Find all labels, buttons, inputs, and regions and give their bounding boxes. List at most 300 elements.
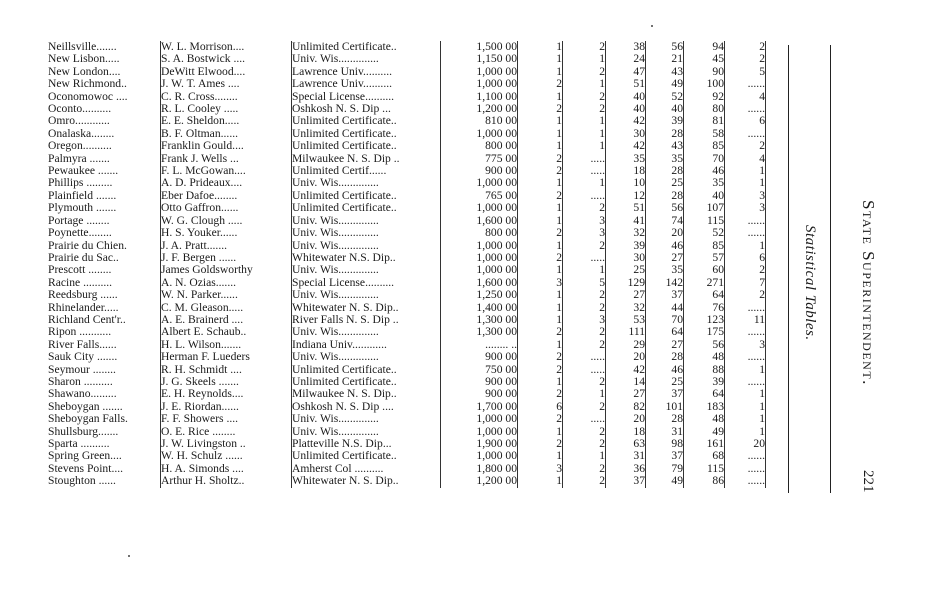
count-b-cell: 3 [563,314,606,326]
principal-name-cell: H. A. Simonds .... [161,463,292,475]
salary-cell: 1,700 00 [441,401,518,413]
count-b-cell: 2 [563,289,606,301]
count-e-cell: 76 [684,302,725,314]
count-b-cell: 1 [563,128,606,140]
count-a-cell: 1 [518,115,563,127]
count-f-cell: 1 [725,413,766,425]
table-row [48,53,766,65]
principal-name-cell: Herman F. Lueders [161,351,292,363]
count-a-cell: 2 [518,190,563,202]
certificate-cell: Unlimited Certificate.. [292,202,441,214]
principal-name-cell: Frank J. Wells ... [161,153,292,165]
count-a-cell: 1 [518,475,563,487]
count-a-cell: 1 [518,53,563,65]
count-a-cell: 1 [518,91,563,103]
count-f-cell: ...... [725,302,766,314]
certificate-cell: Univ. Wis.............. [292,264,441,276]
count-e-cell: 45 [684,53,725,65]
principal-name-cell: C. M. Gleason..... [161,302,292,314]
count-d-cell: 40 [646,103,684,115]
count-a-cell: 1 [518,140,563,152]
salary-cell: 775 00 [441,153,518,165]
count-c-cell: 40 [606,91,646,103]
count-c-cell: 37 [606,475,646,487]
salary-cell: 1,200 00 [441,103,518,115]
certificate-cell: Unlimited Certificate.. [292,364,441,376]
count-f-cell: ...... [725,326,766,338]
count-f-cell: 1 [725,401,766,413]
count-a-cell: 3 [518,277,563,289]
count-d-cell: 28 [646,165,684,177]
count-d-cell: 79 [646,463,684,475]
count-f-cell: 1 [725,388,766,400]
count-c-cell: 42 [606,364,646,376]
count-e-cell: 64 [684,388,725,400]
count-d-cell: 98 [646,438,684,450]
principal-name-cell: A. N. Ozias....... [161,277,292,289]
count-c-cell: 10 [606,177,646,189]
table-row [48,128,766,140]
salary-cell: 1,000 00 [441,78,518,90]
count-a-cell: 1 [518,450,563,462]
certificate-cell: Unlimited Certificate.. [292,128,441,140]
salary-cell: 1,000 00 [441,202,518,214]
principal-name-cell: Albert E. Schaub.. [161,326,292,338]
count-d-cell: 49 [646,78,684,90]
certificate-cell: Unlimited Certificate.. [292,376,441,388]
city-cell: Stevens Point.... [48,462,124,475]
count-e-cell: 183 [684,401,725,413]
count-b-cell: 2 [563,401,606,413]
salary-cell: 1,900 00 [441,438,518,450]
salary-cell: 765 00 [441,190,518,202]
principal-name-cell: W. H. Schulz ...... [161,450,292,462]
count-c-cell: 24 [606,53,646,65]
count-d-cell: 64 [646,326,684,338]
count-f-cell: 5 [725,66,766,78]
count-e-cell: 40 [684,190,725,202]
certificate-cell: Unlimited Certificate.. [292,450,441,462]
count-c-cell: 41 [606,215,646,227]
count-e-cell: 58 [684,128,725,140]
city-cell: Neillsville....... [48,41,117,53]
count-b-cell: 2 [563,475,606,487]
city-cell: Shullsburg....... [48,425,119,438]
city-cell: Pewaukee ....... [48,165,119,178]
count-e-cell: 48 [684,351,725,363]
certificate-cell: Unlimited Certificate.. [292,41,441,53]
certificate-cell: Indiana Univ............ [292,339,441,351]
count-a-cell: 1 [518,314,563,326]
principal-name-cell: B. F. Oltman...... [161,128,292,140]
count-e-cell: 271 [684,277,725,289]
table-row [48,438,766,450]
certificate-cell: Unlimited Certificate.. [292,140,441,152]
count-b-cell: 1 [563,115,606,127]
certificate-cell: Univ. Wis.............. [292,351,441,363]
principal-name-cell: F. L. McGowan.... [161,165,292,177]
principal-name-cell: O. E. Rice ........ [161,426,292,438]
count-f-cell: 1 [725,240,766,252]
salary-cell: 1,150 00 [441,53,518,65]
city-cell: Portage ........ [48,214,110,227]
count-d-cell: 39 [646,115,684,127]
principal-name-cell: A. E. Brainerd .... [161,314,292,326]
principal-name-cell: J. F. Bergen ...... [161,252,292,264]
city-cell: Sparta .......... [48,438,110,450]
count-a-cell: 2 [518,388,563,400]
table-row [48,314,766,326]
table-body [48,41,766,488]
count-e-cell: 68 [684,450,725,462]
count-b-cell: ..... [563,351,606,363]
count-a-cell: 2 [518,252,563,264]
city-cell: Oregon.......... [48,140,112,153]
count-c-cell: 27 [606,289,646,301]
principal-name-cell: Eber Dafoe........ [161,190,292,202]
count-d-cell: 46 [646,240,684,252]
salary-cell: 1,500 00 [441,41,518,53]
count-e-cell: 90 [684,66,725,78]
table-row [48,463,766,475]
certificate-cell: Unlimited Certificate.. [292,115,441,127]
count-e-cell: 88 [684,364,725,376]
city-cell: Prairie du Chien. [48,239,127,252]
principal-name-cell: J. W. T. Ames .... [161,78,292,90]
count-c-cell: 20 [606,351,646,363]
count-e-cell: 123 [684,314,725,326]
table-row [48,388,766,400]
count-f-cell: 3 [725,339,766,351]
certificate-cell: Lawrence Univ.......... [292,78,441,90]
count-a-cell: 2 [518,103,563,115]
salary-cell: 800 00 [441,140,518,152]
table-row [48,78,766,90]
count-c-cell: 51 [606,202,646,214]
salary-cell: 1,000 00 [441,128,518,140]
city-cell: Omro............ [48,115,110,128]
count-d-cell: 142 [646,277,684,289]
count-d-cell: 28 [646,128,684,140]
count-b-cell: 1 [563,140,606,152]
count-d-cell: 56 [646,41,684,53]
certificate-cell: Univ. Wis.............. [292,426,441,438]
count-c-cell: 53 [606,314,646,326]
principal-name-cell: R. H. Schmidt .... [161,364,292,376]
certificate-cell: Univ. Wis.............. [292,227,441,239]
count-b-cell: 2 [563,66,606,78]
count-a-cell: 1 [518,66,563,78]
principal-name-cell: S. A. Bostwick .... [161,53,292,65]
count-d-cell: 37 [646,388,684,400]
count-d-cell: 43 [646,140,684,152]
certificate-cell: Univ. Wis.............. [292,240,441,252]
count-c-cell: 82 [606,401,646,413]
count-e-cell: 100 [684,78,725,90]
count-e-cell: 115 [684,215,725,227]
table-row [48,202,766,214]
count-e-cell: 35 [684,177,725,189]
count-b-cell: 2 [563,202,606,214]
count-e-cell: 85 [684,140,725,152]
rule-right [830,45,831,493]
principal-name-cell: J. A. Pratt....... [161,240,292,252]
count-e-cell: 60 [684,264,725,276]
principal-name-cell: James Goldsworthy [161,264,292,276]
certificate-cell: Lawrence Univ.......... [292,66,441,78]
salary-cell: 1,000 00 [441,66,518,78]
count-b-cell: 2 [563,302,606,314]
principal-name-cell: E. E. Sheldon..... [161,115,292,127]
table-row [48,91,766,103]
salary-cell: 1,000 00 [441,426,518,438]
count-b-cell: ..... [563,190,606,202]
table-row [48,240,766,252]
count-f-cell: 6 [725,252,766,264]
count-c-cell: 111 [606,326,646,338]
table-row [48,426,766,438]
count-f-cell: ...... [725,450,766,462]
principal-name-cell: J. G. Skeels ....... [161,376,292,388]
count-e-cell: 161 [684,438,725,450]
count-f-cell: 11 [725,314,766,326]
count-b-cell: 1 [563,450,606,462]
count-d-cell: 46 [646,364,684,376]
table-row [48,413,766,425]
city-cell: Sheboygan Falls. [48,413,128,426]
count-f-cell: 1 [725,165,766,177]
city-cell: Poynette........ [48,227,112,240]
city-cell: Shawano......... [48,388,117,401]
count-b-cell: 2 [563,326,606,338]
count-d-cell: 74 [646,215,684,227]
count-c-cell: 51 [606,78,646,90]
count-d-cell: 25 [646,376,684,388]
count-d-cell: 52 [646,91,684,103]
certificate-cell: Whitewater N.S. Dip.. [292,252,441,264]
count-d-cell: 37 [646,450,684,462]
certificate-cell: Oshkosh N. S. Dip .... [292,401,441,413]
table-row [48,326,766,338]
count-b-cell: 2 [563,426,606,438]
count-f-cell: 4 [725,153,766,165]
count-f-cell: 1 [725,177,766,189]
count-e-cell: 64 [684,289,725,301]
count-a-cell: 1 [518,240,563,252]
principal-name-cell: J. W. Livingston .. [161,438,292,450]
count-a-cell: 3 [518,463,563,475]
count-e-cell: 81 [684,115,725,127]
principal-name-cell: DeWitt Elwood.... [161,66,292,78]
count-b-cell: 3 [563,215,606,227]
table-row [48,351,766,363]
salary-cell: 1,800 00 [441,463,518,475]
count-a-cell: 2 [518,326,563,338]
table-row [48,277,766,289]
count-c-cell: 25 [606,264,646,276]
salary-cell: 1,300 00 [441,314,518,326]
city-cell: Plymouth ....... [48,202,117,215]
count-f-cell: 7 [725,277,766,289]
city-cell: Prescott ........ [48,264,112,277]
count-e-cell: 49 [684,426,725,438]
city-cell: Reedsburg ...... [48,289,118,302]
count-c-cell: 32 [606,227,646,239]
count-c-cell: 20 [606,413,646,425]
certificate-cell: Special License.......... [292,277,441,289]
page-number: 221 [860,470,876,493]
principal-name-cell: A. D. Prideaux.... [161,177,292,189]
table-row [48,252,766,264]
count-b-cell: ..... [563,413,606,425]
count-f-cell: 6 [725,115,766,127]
salary-cell: 900 00 [441,388,518,400]
count-a-cell: 1 [518,339,563,351]
count-e-cell: 39 [684,376,725,388]
count-a-cell: 1 [518,376,563,388]
count-c-cell: 42 [606,115,646,127]
count-f-cell: 2 [725,53,766,65]
count-e-cell: 92 [684,91,725,103]
city-cell: Prairie du Sac.. [48,251,119,264]
count-b-cell: ..... [563,153,606,165]
count-d-cell: 44 [646,302,684,314]
count-b-cell: ..... [563,252,606,264]
salary-cell: 1,100 00 [441,91,518,103]
count-f-cell: 4 [725,91,766,103]
count-b-cell: 2 [563,339,606,351]
count-a-cell: 6 [518,401,563,413]
count-d-cell: 27 [646,339,684,351]
certificate-cell: River Falls N. S. Dip .. [292,314,441,326]
salary-cell: 1,600 00 [441,215,518,227]
principal-name-cell: R. L. Cooley ..... [161,103,292,115]
count-b-cell: 1 [563,388,606,400]
count-b-cell: 2 [563,240,606,252]
section-title: Statistical Tables. [802,225,818,341]
city-cell: Sheboygan ....... [48,400,123,413]
count-f-cell: 2 [725,41,766,53]
count-d-cell: 21 [646,53,684,65]
count-e-cell: 52 [684,227,725,239]
count-e-cell: 70 [684,153,725,165]
count-a-cell: 2 [518,413,563,425]
city-cell: New Richmond.. [48,78,127,91]
count-c-cell: 47 [606,66,646,78]
count-e-cell: 48 [684,413,725,425]
table-row [48,66,766,78]
certificate-cell: Univ. Wis.............. [292,215,441,227]
count-a-cell: 1 [518,177,563,189]
count-a-cell: 1 [518,426,563,438]
city-cell: Seymour ........ [48,363,116,376]
table-row [48,115,766,127]
count-b-cell: 1 [563,53,606,65]
count-e-cell: 175 [684,326,725,338]
paper-speck [651,25,653,27]
table-row [48,41,766,53]
certificate-cell: Milwaukee N. S. Dip .. [292,153,441,165]
count-f-cell: ...... [725,78,766,90]
certificate-cell: Unlimited Certif...... [292,165,441,177]
salary-cell: 1,250 00 [441,289,518,301]
count-b-cell: 2 [563,463,606,475]
principal-name-cell: J. E. Riordan...... [161,401,292,413]
count-e-cell: 80 [684,103,725,115]
count-c-cell: 39 [606,240,646,252]
salary-cell: 1,200 00 [441,475,518,487]
city-cell: New Lisbon..... [48,53,120,66]
count-e-cell: 86 [684,475,725,487]
count-d-cell: 56 [646,202,684,214]
running-head: State Superintendent. [859,200,878,386]
city-cell: Onalaska........ [48,127,115,140]
table-row [48,302,766,314]
count-f-cell: ...... [725,103,766,115]
count-e-cell: 94 [684,41,725,53]
count-c-cell: 12 [606,190,646,202]
certificate-cell: Amherst Col .......... [292,463,441,475]
count-a-cell: 1 [518,302,563,314]
salary-cell: 1,400 00 [441,302,518,314]
count-d-cell: 43 [646,66,684,78]
certificate-cell: Univ. Wis.............. [292,53,441,65]
count-f-cell: ...... [725,475,766,487]
count-f-cell: 1 [725,426,766,438]
certificate-cell: Univ. Wis.............. [292,177,441,189]
city-cell: Oconto.......... [48,103,112,116]
rule-left [788,45,789,493]
count-b-cell: 5 [563,277,606,289]
certificate-cell: Whitewater N. S. Dip.. [292,475,441,487]
count-a-cell: 2 [518,438,563,450]
table-row [48,264,766,276]
count-b-cell: 1 [563,264,606,276]
principal-name-cell: Arthur H. Sholtz.. [161,475,292,487]
count-c-cell: 63 [606,438,646,450]
table-row [48,190,766,202]
city-cell: Stoughton ...... [48,475,116,488]
salary-cell: 800 00 [441,227,518,239]
certificate-cell: Whitewater N. S. Dip.. [292,302,441,314]
principal-name-cell: W. N. Parker...... [161,289,292,301]
salary-cell: 750 00 [441,364,518,376]
count-c-cell: 18 [606,426,646,438]
count-d-cell: 37 [646,289,684,301]
salary-cell: 900 00 [441,351,518,363]
city-cell: Richland Cent'r.. [48,313,126,326]
certificate-cell: Unlimited Certificate.. [292,190,441,202]
certificate-cell: Univ. Wis.............. [292,413,441,425]
table-row [48,376,766,388]
table-row [48,289,766,301]
table-row [48,215,766,227]
city-cell: Plainfield ....... [48,189,117,202]
principal-name-cell: H. S. Youker...... [161,227,292,239]
count-f-cell: ...... [725,351,766,363]
count-f-cell: 2 [725,140,766,152]
count-e-cell: 85 [684,240,725,252]
table-row [48,401,766,413]
certificate-cell: Special License.......... [292,91,441,103]
city-cell: Rhinelander..... [48,301,119,314]
city-cell: Oconomowoc .... [48,90,128,103]
count-a-cell: 1 [518,128,563,140]
count-f-cell: 20 [725,438,766,450]
certificate-cell: Milwaukee N. S. Dip.. [292,388,441,400]
count-f-cell: 2 [725,289,766,301]
count-c-cell: 30 [606,128,646,140]
